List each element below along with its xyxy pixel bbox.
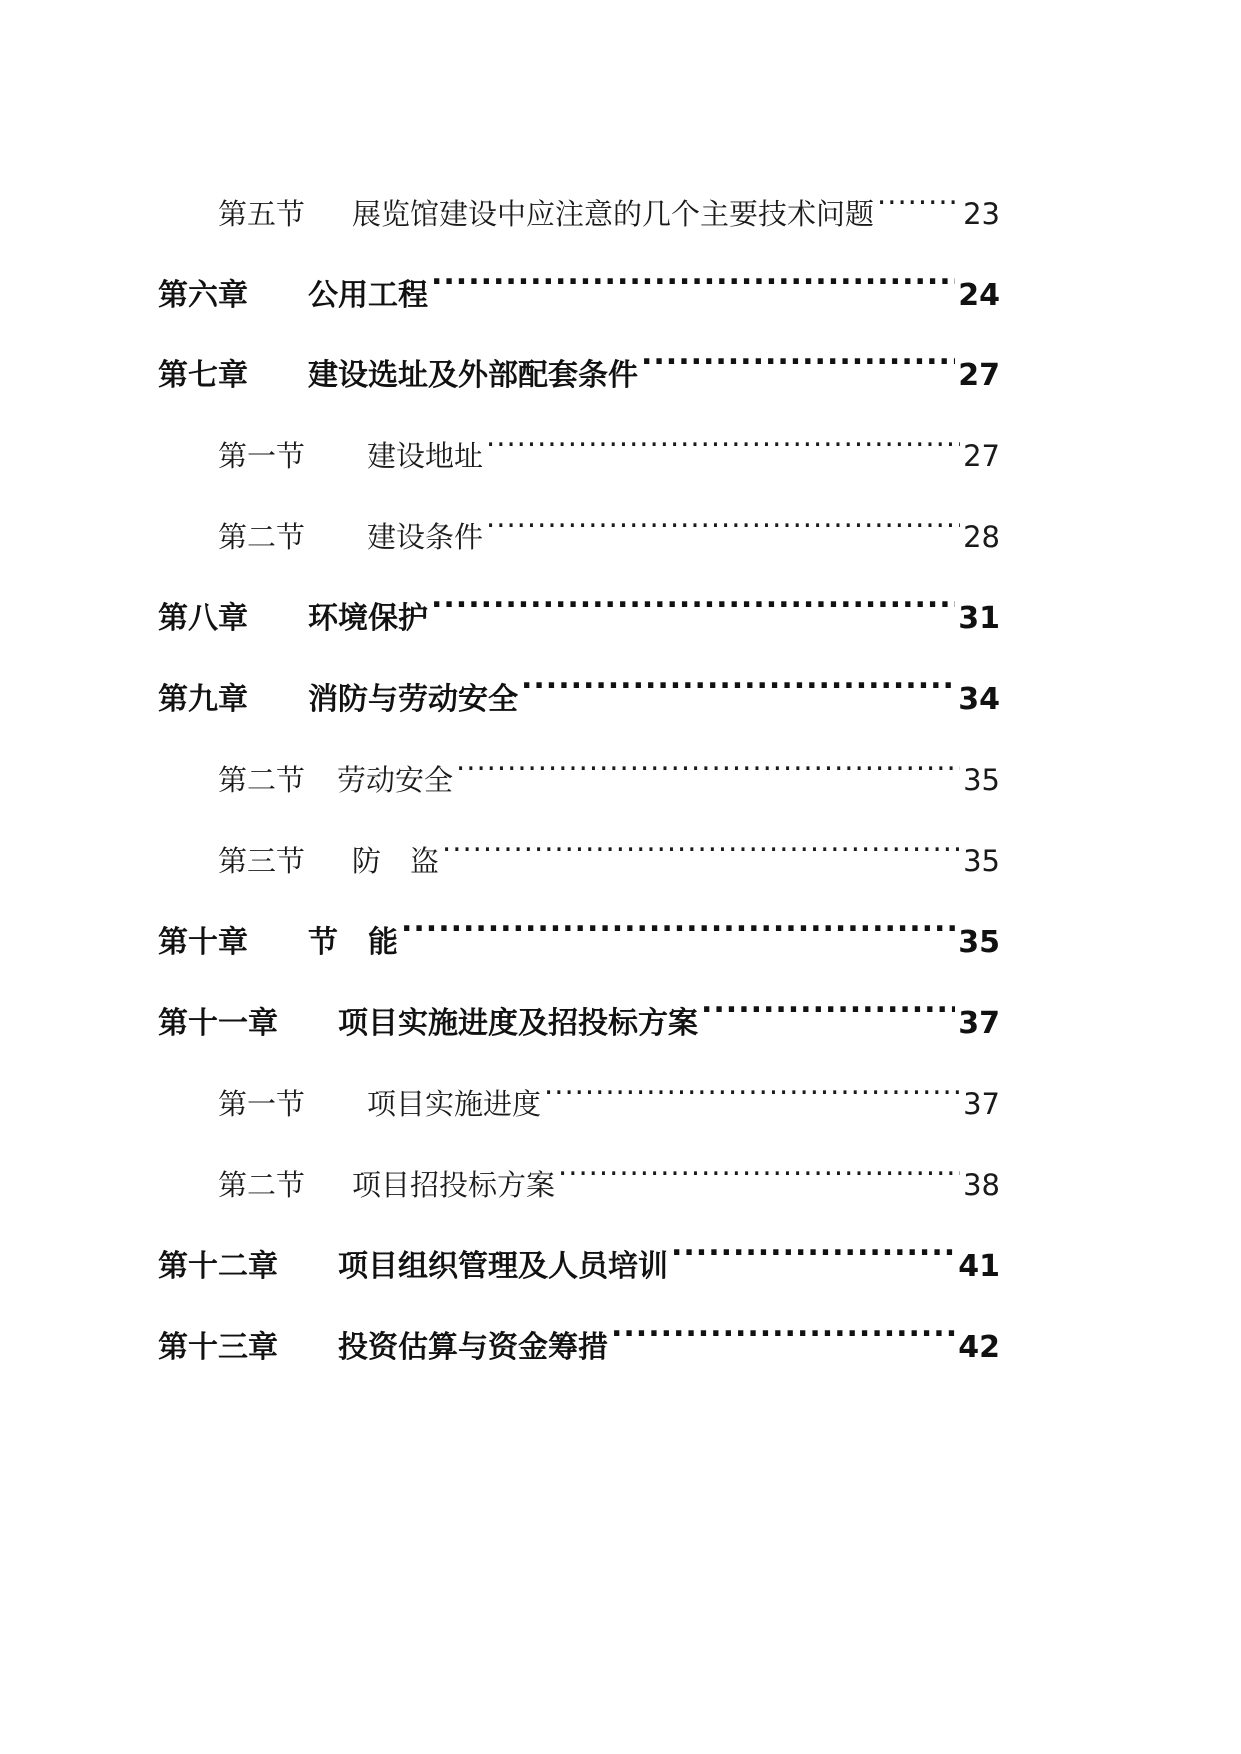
- toc-entry-title: 公用工程: [308, 278, 428, 313]
- toc-entry-page: 35: [963, 844, 1000, 878]
- dot-leader: [456, 746, 960, 790]
- toc-entry-page: 35: [958, 925, 1000, 960]
- toc-entry[interactable]: [0, 908, 1241, 960]
- toc-entry-number: 第三节: [218, 844, 306, 878]
- toc-entry-title: 消防与劳动安全: [308, 682, 518, 717]
- toc-entry-page: 37: [958, 1006, 1000, 1041]
- dot-leader: [611, 1313, 955, 1357]
- toc-entry-page: 35: [963, 763, 1000, 797]
- toc-entry[interactable]: [0, 1070, 1241, 1121]
- toc-entry[interactable]: [0, 341, 1241, 393]
- toc-entry-page: 28: [963, 520, 1000, 554]
- toc-entry[interactable]: [0, 746, 1241, 797]
- toc-entry[interactable]: [0, 422, 1241, 473]
- toc-entry-page: 27: [963, 439, 1000, 473]
- toc-entry-number: 第六章: [158, 278, 248, 313]
- toc-entry-page: 27: [958, 358, 1000, 393]
- toc-entry-page: 31: [958, 601, 1000, 636]
- toc-entry-title: 投资估算与资金筹措: [338, 1330, 608, 1365]
- toc-entry-number: 第九章: [158, 682, 248, 717]
- toc-entry[interactable]: [0, 1151, 1241, 1202]
- toc-entry-title: 防 盗: [352, 844, 440, 878]
- toc-entry-page: 37: [963, 1087, 1000, 1121]
- toc-entry[interactable]: [0, 1232, 1241, 1284]
- dot-leader: [486, 503, 960, 547]
- toc-entry-number: 第十三章: [158, 1330, 278, 1365]
- toc-entry[interactable]: [0, 827, 1241, 878]
- toc-entry-page: 38: [963, 1168, 1000, 1202]
- toc-entry-page: 34: [958, 682, 1000, 717]
- toc-entry-title: 项目实施进度: [367, 1087, 542, 1121]
- toc-entry-title: 项目实施进度及招投标方案: [338, 1006, 698, 1041]
- toc-entry-title: 劳动安全: [337, 763, 454, 797]
- toc-entry-number: 第二节: [218, 763, 306, 797]
- toc-entry-title: 节 能: [308, 925, 398, 960]
- toc-entry-title: 项目招投标方案: [352, 1168, 556, 1202]
- dot-leader: [442, 827, 960, 871]
- dot-leader: [701, 989, 955, 1033]
- toc-entry[interactable]: [0, 665, 1241, 717]
- toc-entry-page: 24: [958, 278, 1000, 313]
- toc-entry-title: 项目组织管理及人员培训: [338, 1249, 668, 1284]
- dot-leader: [431, 261, 955, 305]
- toc-entry-title: 建设地址: [367, 439, 484, 473]
- dot-leader: [641, 341, 955, 385]
- toc-entry[interactable]: [0, 503, 1241, 554]
- dot-leader: [486, 422, 960, 466]
- dot-leader: [877, 180, 960, 224]
- toc-entry-number: 第五节: [218, 197, 306, 231]
- toc-entry-page: 41: [958, 1249, 1000, 1284]
- toc-entry[interactable]: [0, 180, 1241, 231]
- toc-entry-title: 建设条件: [367, 520, 484, 554]
- toc-entry[interactable]: [0, 989, 1241, 1041]
- dot-leader: [558, 1151, 960, 1195]
- toc-entry[interactable]: [0, 1313, 1241, 1365]
- toc-entry-number: 第七章: [158, 358, 248, 393]
- toc-entry-number: 第二节: [218, 1168, 306, 1202]
- dot-leader: [671, 1232, 955, 1276]
- toc-entry-number: 第一节: [218, 439, 306, 473]
- dot-leader: [521, 665, 955, 709]
- toc-entry-number: 第一节: [218, 1087, 306, 1121]
- dot-leader: [431, 584, 955, 628]
- toc-entry-number: 第十章: [158, 925, 248, 960]
- toc-entry-number: 第二节: [218, 520, 306, 554]
- toc-entry-number: 第八章: [158, 601, 248, 636]
- dot-leader: [401, 908, 955, 952]
- toc-entry-number: 第十二章: [158, 1249, 278, 1284]
- toc-entry-title: 展览馆建设中应注意的几个主要技术问题: [352, 197, 875, 231]
- toc-entry[interactable]: [0, 584, 1241, 636]
- toc-entry-page: 42: [958, 1330, 1000, 1365]
- toc-entry-page: 23: [963, 197, 1000, 231]
- toc-entry-title: 环境保护: [308, 601, 428, 636]
- dot-leader: [544, 1070, 960, 1114]
- toc-entry[interactable]: [0, 261, 1241, 313]
- toc-entry-title: 建设选址及外部配套条件: [308, 358, 638, 393]
- toc-entry-number: 第十一章: [158, 1006, 278, 1041]
